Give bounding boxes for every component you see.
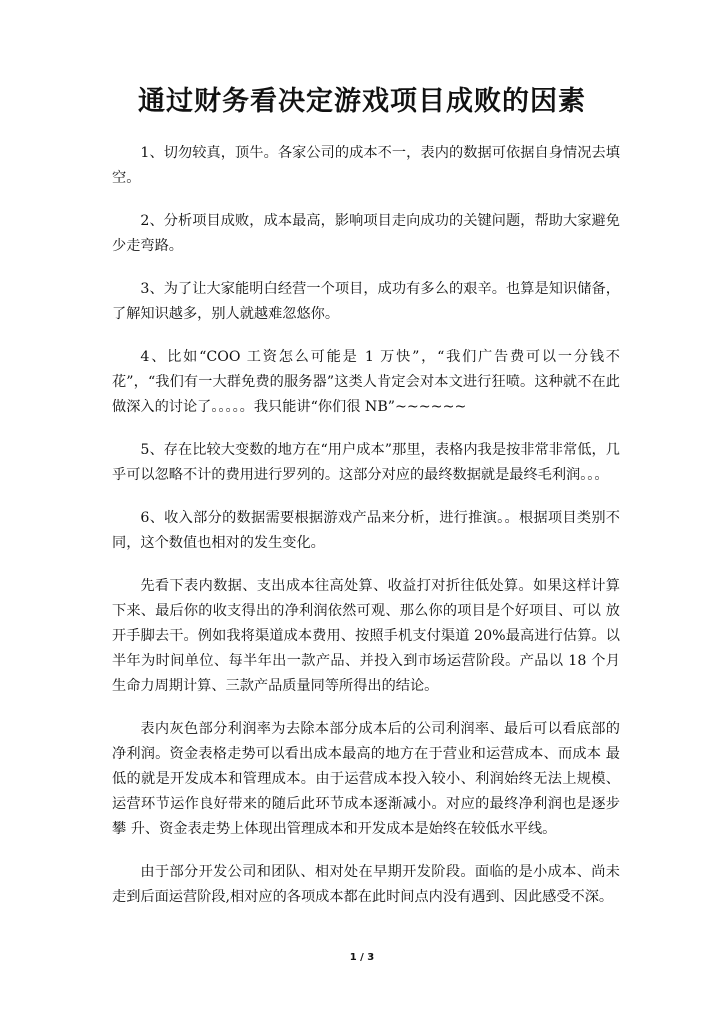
page-number: 1 / 3: [349, 952, 375, 963]
document-body: [112, 141, 620, 928]
paragraph-9: 由于部分开发公司和团队、相对处在早期开发阶段。面临的是小成本、尚未走到后面运营阶段,相对应的各项成本都在此时间点内没有遇到、因此感受不深。: [112, 864, 620, 905]
paragraph-8: 表内灰色部分利润率为去除本部分成本后的公司利润率、最后可以看底部的净利润。资金表格走势可以看出成本最高的地方在于营业和运营成本、而成本 最低的就是开发成本和管理成本。由于运营成本投入较小、利润始终无法上规模、运营环节运作良好带来的随后此环节成本逐渐减小。对应的最终净利润也是逐步攀 升、资金表走势上体现出管理成本和开发成本是始终在较低水平线。: [112, 721, 620, 837]
paragraph-6: 6、收入部分的数据需要根据游戏产品来分析，进行推演。。根据项目类别不同，这个数值也相对的发生变化。: [112, 510, 620, 551]
paragraph-2: 2、分析项目成败，成本最高，影响项目走向成功的关键问题，帮助大家避免少走弯路。: [112, 213, 620, 254]
paragraph-1: 1、切勿较真，顶牛。各家公司的成本不一，表内的数据可依据自身情况去填空。: [112, 145, 620, 186]
document-title: 通过财务看决定游戏项目成败的因素: [138, 86, 586, 117]
paragraph-4: 4、比如“COO 工资怎么可能是 1 万快”，“我们广告费可以一分钱不花”，“我们有一大群免费的服务器”这类人肯定会对本文进行狂喷。这种就不在此做深入的讨论了。。。。。我只能讲“你们很 NB”~~~~~~: [112, 349, 620, 415]
paragraph-7: 先看下表内数据、支出成本往高处算、收益打对折往低处算。如果这样计算下来、最后你的收支得出的净利润依然可观、那么你的项目是个好项目、可以 放开手脚去干。例如我将渠道成本费用、按照手机支付渠道 20%最高进行估算。以半年为时间单位、每半年出一款产品、并投入到市场运营阶段。产品以 18 个月 生命力周期计算、三款产品质量同等所得出的结论。: [112, 578, 620, 694]
paragraph-3: 3、为了让大家能明白经营一个项目，成功有多么的艰辛。也算是知识储备，了解知识越多，别人就越难忽悠你。: [112, 281, 620, 322]
paragraph-5: 5、存在比较大变数的地方在“用户成本”那里，表格内我是按非常非常低，几乎可以忽略不计的费用进行罗列的。这部分对应的最终数据就是最终毛利润。。。: [112, 442, 620, 483]
